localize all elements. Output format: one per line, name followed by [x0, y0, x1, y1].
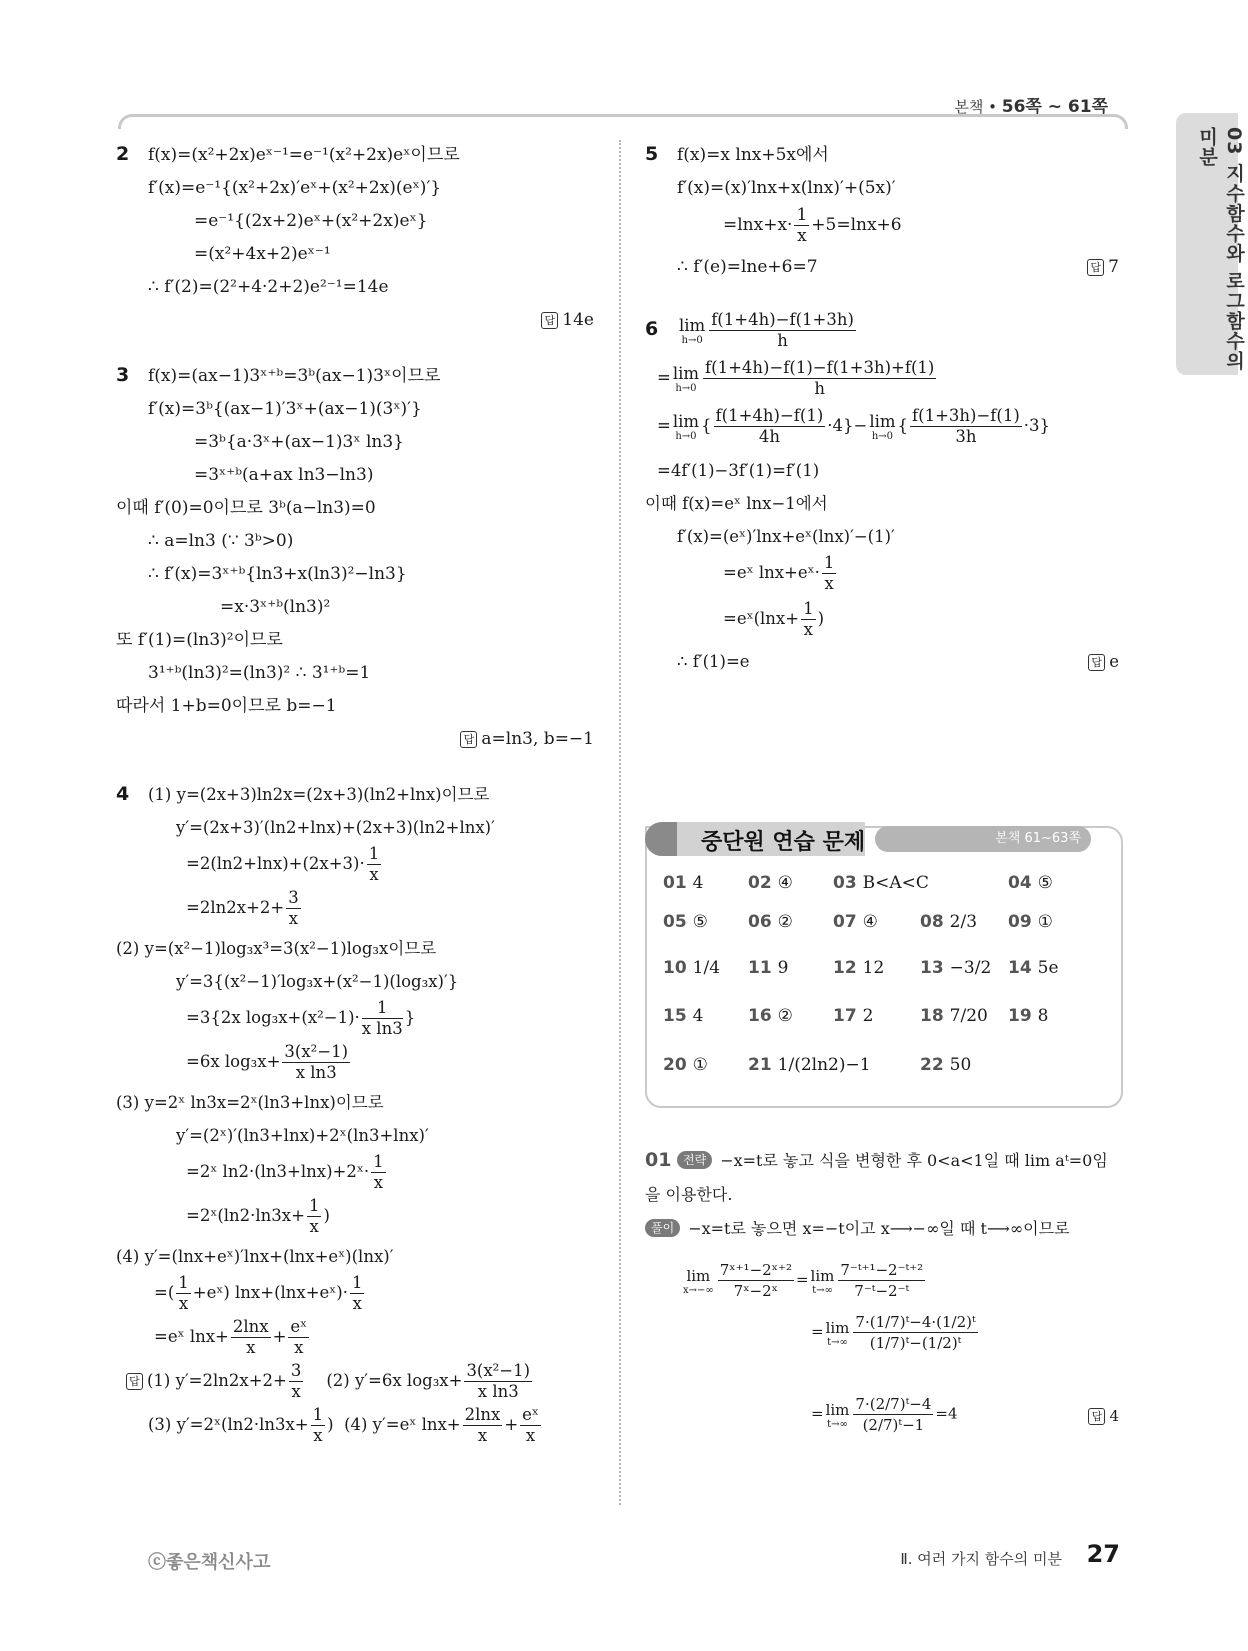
answer-item-06	[748, 912, 793, 932]
answer-item-number: 11	[748, 958, 772, 978]
answer-card-header	[645, 822, 1093, 856]
page-range: 본책 • 56쪽 ~ 61쪽	[954, 97, 1108, 117]
answer-icon: 답	[541, 312, 558, 329]
chapter-label: Ⅱ. 여러 가지 함수의 미분	[900, 1550, 1062, 1568]
answer-item-value: 7/20	[949, 1006, 988, 1026]
num: f(1+3h)−f(1)	[912, 406, 1020, 425]
fraction: $\frac{1}{x}$	[823, 553, 835, 593]
step: 또 f′(1)=(ln3)²이므로	[116, 630, 283, 650]
solution-number: 01	[645, 1149, 672, 1171]
problem-number: 2	[116, 143, 130, 165]
problem-number: 3	[116, 364, 130, 386]
answer-item-value: B<A<C	[862, 873, 929, 893]
answer-item-number: 07	[833, 912, 857, 932]
answer-item-value: ①	[692, 1055, 708, 1075]
answer-text: 14e	[562, 310, 594, 330]
answer-item-number: 14	[1008, 958, 1032, 978]
answer	[1088, 645, 1119, 678]
limit: lim h→0	[672, 363, 700, 394]
step: =2(ln2+lnx)+(2x+3)·	[186, 854, 365, 873]
answer-item-number: 01	[663, 873, 687, 893]
answer-item-13	[920, 958, 991, 978]
answer-item-number: 06	[748, 912, 772, 932]
answer-item-number: 13	[920, 958, 944, 978]
answer-item-14	[1008, 958, 1059, 978]
step: 따라서 1+b=0이므로 b=−1	[116, 696, 337, 716]
answer-item-17	[833, 1006, 874, 1026]
answer-item-number: 10	[663, 958, 687, 978]
solution-steps: lim x→−∞ $\frac{\text{7ˣ⁺¹−2ˣ⁺²}}{\text{7ˣ−2ˣ}}$ = lim t→∞ $\frac{\text{7⁻ᵗ⁺¹−2⁻ᵗ⁺²}}{\text{7⁻ᵗ−2⁻ᵗ}}$ = lim t→∞ $\frac{\text{7·(1/7)ᵗ−4·(1/2)ᵗ}}{\text{(1/7)ᵗ−(1/2)ᵗ}}$ = lim t→∞ $\frac{\text{7·(2/7)ᵗ−4}}{\text{(2/7)ᵗ−1}}$ =4 답 4	[683, 1261, 1119, 1434]
answer-item-number: 12	[833, 958, 857, 978]
answer-item-value: ①	[1037, 912, 1053, 932]
answer-item-number: 22	[920, 1055, 944, 1075]
answer-item-12	[833, 958, 884, 978]
step: ∴ f′(1)=e	[677, 652, 750, 671]
step: =eˣ(lnx+	[723, 609, 800, 628]
fraction	[714, 406, 826, 447]
answer-item-number: 21	[748, 1055, 772, 1075]
limit	[679, 316, 705, 346]
problem-6: 6 lim h→0 $\frac{f(1+4h)-f(1+3h)}{h}$ = lim h→0 $\frac{f(1+4h)-f(1)-f(1+3h)+f(1)}{h}$ = lim h→0 { $\frac{f(1+4h)-f(1)}{4h}$ ·4}− lim h→0 { $\frac{f(1+3h)-f(1)}{3h}$ ·3} =4f′(1)−3f′(1)=f′(1) 이때 f(x)=eˣ lnx−1에서 f′(x)=(eˣ)′lnx+eˣ(lnx)′−(1)′ =eˣ lnx+eˣ· $\frac{1}{x}$ =eˣ(lnx+ $\frac{1}{x}$ ) ∴ f′(1)=e 답 e	[645, 310, 1119, 678]
fraction: $\frac{1}{x}$	[373, 1152, 384, 1192]
answer-item-value: 50	[949, 1055, 972, 1075]
step: =2ˣ ln2·(ln3+lnx)+2ˣ·	[186, 1162, 370, 1181]
answer-item-value: ②	[777, 1006, 793, 1026]
answer-item-number: 09	[1008, 912, 1032, 932]
fraction	[709, 310, 856, 351]
answer-icon: 답	[1088, 1408, 1105, 1425]
answer-item-value: 1/(2ln2)−1	[777, 1055, 871, 1075]
answer-item-value: 1/4	[692, 958, 721, 978]
answer-item-number: 03	[833, 873, 857, 893]
answer	[1087, 251, 1119, 284]
answer-item-value: 5e	[1037, 958, 1059, 978]
answer-text: 7	[1108, 257, 1119, 277]
strategy-tag: 전략	[677, 1151, 712, 1169]
answer-item-number: 16	[748, 1006, 772, 1026]
answer-item-19	[1008, 1006, 1049, 1026]
fraction: $\frac{\text{eˣ}}{x}$	[290, 1317, 308, 1357]
step: f′(x)=(x)′lnx+x(lnx)′+(5x)′	[677, 178, 896, 198]
fraction	[910, 406, 1022, 447]
answer-item-08	[920, 912, 977, 932]
answer-text: (3) y′=2ˣ(ln2·ln3x+	[148, 1415, 309, 1434]
answer-text: (4) y′=eˣ lnx+	[344, 1415, 461, 1434]
answer-item-value: 4	[692, 873, 704, 893]
step: ∴ f′(x)=3ˣ⁺ᵇ{ln3+x(ln3)²−ln3}	[148, 564, 407, 584]
step: =3ˣ⁺ᵇ(a+ax ln3−ln3)	[194, 465, 374, 485]
step: 이때 f(x)=eˣ lnx−1에서	[645, 494, 828, 513]
answer-item-20	[663, 1055, 708, 1075]
right-column	[645, 138, 1119, 678]
answer-item-11	[748, 958, 789, 978]
answer-item-number: 20	[663, 1055, 687, 1075]
answer-item-number: 18	[920, 1006, 944, 1026]
step: =2ln2x+2+	[186, 898, 285, 917]
fraction: $\frac{\text{3(x²−1)}}{\text{x ln3}}$	[466, 1361, 531, 1401]
page-number: 27	[1086, 1540, 1120, 1568]
step: =x·3ˣ⁺ᵇ(ln3)²	[220, 597, 331, 617]
fraction: $\frac{\text{eˣ}}{x}$	[522, 1405, 539, 1445]
factor: ·4	[827, 416, 844, 435]
step: (2) y=(x²−1)log₃x³=3(x²−1)log₃x이므로	[116, 939, 437, 958]
answer-item-value: 2	[862, 1006, 874, 1026]
answer-item-03	[833, 873, 929, 893]
fraction: $\frac{1}{\text{x ln3}}$	[361, 998, 403, 1038]
publisher-logo: ⓒ좋은책신사고	[148, 1552, 271, 1573]
problem-number: 6	[645, 318, 659, 340]
lim: lim	[679, 315, 706, 335]
problem-3	[116, 359, 594, 756]
fraction: $\frac{1}{x}$	[312, 1405, 324, 1445]
header-cap	[645, 822, 677, 856]
answer-item-number: 17	[833, 1006, 857, 1026]
answer-item-07	[833, 912, 878, 932]
fraction: $\frac{3}{x}$	[288, 888, 299, 928]
step: =2ˣ(ln2·ln3x+	[186, 1206, 305, 1225]
step: ∴ a=ln3 (∵ 3ᵇ>0)	[148, 531, 294, 551]
step: =(	[154, 1283, 175, 1302]
step: =eˣ lnx+eˣ·	[723, 563, 820, 582]
solution-text: −x=t로 놓으면 x=−t이고 x⟶−∞일 때 t⟶∞이므로	[688, 1219, 1070, 1238]
answer-item-value: ④	[862, 912, 878, 932]
step: y′=(2ˣ)′(ln3+lnx)+2ˣ(ln3+lnx)′	[176, 1126, 429, 1145]
answer-text: (2) y′=6x log₃x+	[326, 1371, 463, 1390]
answer-item-02	[748, 873, 793, 893]
answer-item-21	[748, 1055, 871, 1075]
fraction: $\frac{1}{x}$	[368, 844, 380, 884]
problem-4: 4 (1) y=(2x+3)ln2x=(2x+3)(ln2+lnx)이므로 y′=(2x+3)′(ln2+lnx)+(2x+3)(ln2+lnx)′ =2(ln2+lnx)+(2x+3)· $\frac{1}{x}$ =2ln2x+2+ $\frac{3}{x}$ (2) y=(x²−1)log₃x³=3(x²−1)log₃x이므로 y′=3{(x²−1)′log₃x+(x²−1)(log₃x)′} =3{2x log₃x+(x²−1)· $\frac{1}{\text{x ln3}}$ } =6x log₃x+ $\frac{\text{3(x²−1)}}{\text{x ln3}}$ (3) y=2ˣ ln3x=2ˣ(ln3+lnx)이므로 y′=(2ˣ)′(ln3+lnx)+2ˣ(ln3+lnx)′ =2ˣ ln2·(ln3+lnx)+2ˣ· $\frac{1}{x}$ =2ˣ(ln2·ln3x+ $\frac{1}{x}$ ) (4) y′=(lnx+eˣ)′lnx+(lnx+eˣ)(lnx)′ =( $\frac{1}{x}$ +eˣ) lnx+(lnx+eˣ)· $\frac{1}{x}$ =eˣ lnx+ $\frac{2\ln x}{x}$ + $\frac{\text{eˣ}}{x}$ 답 (1) y′=2ln2x+2+ $\frac{3}{x}$ (2) y′=6x log₃x+ $\frac{\text{3(x²−1)}}{\text{x ln3}}$ (3) y′=2ˣ(ln2·ln3x+ $\frac{1}{x}$ ) (4) y′=eˣ lnx+ $\frac{2\ln x}{x}$ + $\frac{\text{eˣ}}{x}$	[116, 778, 594, 1449]
answer-icon: 답	[1087, 259, 1104, 276]
step: f′(x)=e⁻¹{(x²+2x)′eˣ+(x²+2x)(eˣ)′}	[148, 178, 442, 198]
step: y′=(2x+3)′(ln2+lnx)+(2x+3)(ln2+lnx)′	[176, 818, 495, 837]
fraction: $\frac{1}{x}$	[308, 1196, 320, 1236]
step: f(x)=(x²+2x)eˣ⁻¹=e⁻¹(x²+2x)eˣ이므로	[148, 145, 460, 165]
num: f(1+4h)−f(1)−f(1+3h)+f(1)	[705, 358, 935, 377]
answer	[1088, 1404, 1119, 1428]
step: (4) y′=(lnx+eˣ)′lnx+(lnx+eˣ)(lnx)′	[116, 1247, 394, 1266]
fraction: $\frac{f(1+4h)-f(1)-f(1+3h)+f(1)}{h}$	[705, 358, 935, 398]
answer-item-value: ⑤	[692, 912, 708, 932]
answer-item-number: 08	[920, 912, 944, 932]
den: h	[777, 331, 788, 350]
step: f(x)=(ax−1)3ˣ⁺ᵇ=3ᵇ(ax−1)3ˣ이므로	[148, 366, 441, 386]
strategy-text: −x=t로 놓고 식을 변형한 후 0<a<1일 때 lim aᵗ=0임을 이용한다.	[645, 1151, 1108, 1204]
step: =3ᵇ{a·3ˣ+(ax−1)3ˣ ln3}	[194, 432, 404, 452]
answer-icon: 답	[1088, 654, 1105, 671]
answer-text: e	[1109, 652, 1119, 671]
answer	[116, 304, 594, 337]
book-label: 본책	[954, 98, 984, 116]
answer-item-value: 8	[1037, 1006, 1049, 1026]
answer-item-value: ④	[777, 873, 793, 893]
left-column	[116, 138, 594, 1449]
step: (3) y=2ˣ ln3x=2ˣ(ln3+lnx)이므로	[116, 1093, 384, 1112]
step: ∴ f′(2)=(2²+4·2+2)e²⁻¹=14e	[148, 277, 389, 297]
fraction: $\frac{1}{x}$	[796, 205, 808, 246]
problem-number: 5	[645, 143, 659, 165]
answer-icon: 답	[460, 731, 477, 748]
answer-item-01	[663, 873, 704, 893]
fraction: $\frac{1}{x}$	[803, 599, 814, 639]
answer-item-value: 9	[777, 958, 789, 978]
fraction: $\frac{\text{3(x²−1)}}{\text{x ln3}}$	[284, 1042, 349, 1082]
answer-item-number: 04	[1008, 873, 1032, 893]
card-title: 중단원 연습 문제	[701, 830, 866, 855]
answer-item-number: 15	[663, 1006, 687, 1026]
step: 3¹⁺ᵇ(ln3)²=(ln3)² ∴ 3¹⁺ᵇ=1	[148, 663, 371, 683]
step: =(x²+4x+2)eˣ⁻¹	[194, 244, 331, 264]
step: =lnx+x·	[723, 215, 793, 235]
answer-item-18	[920, 1006, 988, 1026]
answer-item-09	[1008, 912, 1053, 932]
answer-item-16	[748, 1006, 793, 1026]
step: (1) y=(2x+3)ln2x=(2x+3)(ln2+lnx)이므로	[148, 785, 490, 804]
answer-item-number: 05	[663, 912, 687, 932]
answer-icon: 답	[126, 1373, 143, 1390]
answer-item-value: −3/2	[949, 958, 992, 978]
answer-item-value: ②	[777, 912, 793, 932]
step: =e⁻¹{(2x+2)eˣ+(x²+2x)eˣ}	[194, 211, 428, 231]
answer-item-number: 19	[1008, 1006, 1032, 1026]
answer	[116, 723, 594, 756]
num: f(1+4h)−f(1)	[715, 406, 824, 425]
answer-item-15	[663, 1006, 704, 1026]
step: f(x)=x lnx+5x에서	[677, 145, 829, 165]
den: 4h	[758, 427, 780, 446]
answer-item-value: ⑤	[1037, 873, 1053, 893]
answer-text: (1) y′=2ln2x+2+	[147, 1371, 287, 1390]
solution-01	[645, 1143, 1119, 1454]
answer-item-value: 2/3	[949, 912, 978, 932]
lim-sub: h→0	[681, 334, 703, 346]
answer-item-10	[663, 958, 720, 978]
answer-text: 4	[1109, 1407, 1119, 1425]
num: f(1+4h)−f(1+3h)	[711, 310, 854, 329]
step: f′(x)=(eˣ)′lnx+eˣ(lnx)′−(1)′	[677, 527, 895, 546]
answer-item-04	[1008, 873, 1053, 893]
chapter-tab-label: 03 지수함수와 로그함수의 미분	[1196, 127, 1245, 371]
answer-item-value: 4	[692, 1006, 704, 1026]
answer-item-22	[920, 1055, 971, 1075]
step: 이때 f′(0)=0이므로 3ᵇ(a−ln3)=0	[116, 498, 376, 518]
problem-2	[116, 138, 594, 337]
answer-item-number: 02	[748, 873, 772, 893]
problem-number: 4	[116, 783, 130, 805]
card-ref: 본책 61~63쪽	[995, 831, 1081, 846]
step: y′=3{(x²−1)′log₃x+(x²−1)(log₃x)′}	[176, 972, 459, 991]
step: =3{2x log₃x+(x²−1)·	[186, 1008, 360, 1027]
step: ∴ f′(e)=lne+6=7	[677, 257, 818, 277]
header-rule	[118, 114, 1128, 129]
den: 3h	[955, 427, 977, 446]
fraction: $\frac{2\ln x}{x}$	[232, 1317, 269, 1357]
column-divider	[619, 140, 621, 1505]
fraction: $\frac{2\ln x}{x}$	[464, 1405, 501, 1445]
step: f′(x)=3ᵇ{(ax−1)′3ˣ+(ax−1)(3ˣ)′}	[148, 399, 422, 419]
fraction: $\frac{3}{x}$	[290, 1361, 302, 1401]
fraction: $\frac{1}{x}$	[351, 1273, 363, 1313]
chapter-tab	[1176, 113, 1245, 375]
step: =6x log₃x+	[186, 1052, 281, 1071]
range-label: 56쪽 ~ 61쪽	[1001, 97, 1108, 117]
fraction: $\frac{1}{x}$	[178, 1273, 189, 1313]
solution-tag: 풀이	[645, 1219, 680, 1237]
answer-item-05	[663, 912, 708, 932]
problem-5	[645, 138, 1119, 284]
answer-item-value: 12	[862, 958, 885, 978]
answer-text: a=ln3, b=−1	[481, 729, 594, 749]
step: =4f′(1)−3f′(1)=f′(1)	[657, 461, 820, 480]
factor: ·3	[1023, 416, 1040, 435]
step: +5=lnx+6	[811, 215, 902, 235]
step: =eˣ lnx+	[154, 1327, 229, 1346]
